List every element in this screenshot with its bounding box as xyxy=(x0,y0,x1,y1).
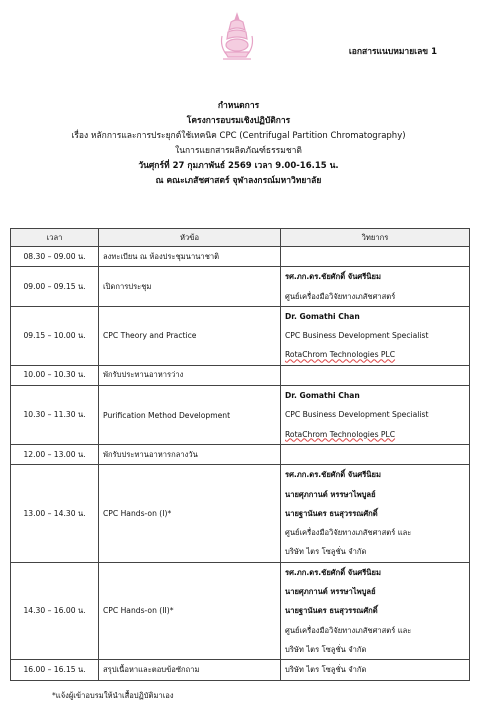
footnote: *แจ้งผู้เข้าอบรมให้นำเสื้อปฏิบัติมาเอง xyxy=(52,691,174,700)
subject-line: เรื่อง หลักการและการประยุกต์ใช้เทคนิค CPC (Centrifugal Partition Chromatography) xyxy=(71,131,406,141)
time-cell: 14.30 – 16.00 น. xyxy=(11,562,99,659)
speaker-cell xyxy=(281,365,470,385)
time-cell: 10.00 – 10.30 น. xyxy=(11,365,99,385)
table-header-row xyxy=(11,229,470,247)
speaker-line: นายศุภกานต์ หรรษาไพบูลย์ xyxy=(285,587,376,597)
document-header xyxy=(0,99,477,189)
topic-cell: สรุปเนื้อหาและตอบข้อซักถาม xyxy=(99,660,281,680)
table-row xyxy=(11,465,470,562)
speaker-cell xyxy=(281,267,470,307)
topic-cell: พักรับประทานอาหารว่าง xyxy=(99,365,281,385)
topic-cell: พักรับประทานอาหารกลางวัน xyxy=(99,444,281,464)
time-cell: 09.15 – 10.00 น. xyxy=(11,306,99,365)
speaker-cell xyxy=(281,306,470,365)
schedule-table xyxy=(10,228,470,681)
speaker-cell xyxy=(281,660,470,680)
purpose-line: ในการแยกสารผลิตภัณฑ์ธรรมชาติ xyxy=(175,146,302,156)
table-row xyxy=(11,444,470,464)
column-header-speaker: วิทยากร xyxy=(281,229,470,247)
column-header-time: เวลา xyxy=(11,229,99,247)
schedule-title: กำหนดการ xyxy=(217,101,260,111)
university-crest-logo xyxy=(219,12,255,62)
time-cell: 08.30 – 09.00 น. xyxy=(11,247,99,267)
table-row xyxy=(11,267,470,307)
project-name: โครงการอบรมเชิงปฏิบัติการ xyxy=(186,116,291,126)
speaker-line: รศ.ภก.ดร.ชัยศักดิ์ จันศรีนิยม xyxy=(285,470,381,480)
date-time-line: วันศุกร์ที่ 27 กุมภาพันธ์ 2569 เวลา 9.00-16.15 น. xyxy=(138,161,339,171)
speaker-cell xyxy=(281,386,470,445)
speaker-line: ศูนย์เครื่องมือวิจัยทางเภสัชศาสตร์ และ xyxy=(285,625,412,635)
document-number: เอกสารแนบหมายเลข 1 xyxy=(348,47,437,57)
speaker-cell xyxy=(281,465,470,562)
speaker-cell xyxy=(281,444,470,464)
speaker-line: บริษัท ไตร โซลูชั่น จำกัด xyxy=(285,547,367,557)
speaker-line: นายฐานันดร ธนสุวรรณศักดิ์ xyxy=(285,606,378,616)
time-cell: 13.00 – 14.30 น. xyxy=(11,465,99,562)
table-row xyxy=(11,247,470,267)
speaker-line: Dr. Gomathi Chan xyxy=(285,391,360,401)
speaker-line: นายศุภกานต์ หรรษาไพบูลย์ xyxy=(285,489,376,499)
table-row xyxy=(11,365,470,385)
topic-cell: CPC Hands-on (I)* xyxy=(99,465,281,562)
time-cell: 10.30 – 11.30 น. xyxy=(11,386,99,445)
topic-cell: ลงทะเบียน ณ ห้องประชุมนานาชาติ xyxy=(99,247,281,267)
column-header-topic: หัวข้อ xyxy=(99,229,281,247)
topic-cell: CPC Hands-on (II)* xyxy=(99,562,281,659)
table-row xyxy=(11,386,470,445)
speaker-line: CPC Business Development Specialist xyxy=(285,331,429,341)
speaker-line: RotaChrom Technologies PLC xyxy=(285,350,396,360)
speaker-cell xyxy=(281,247,470,267)
time-cell: 12.00 – 13.00 น. xyxy=(11,444,99,464)
table-row xyxy=(11,306,470,365)
speaker-line: ศูนย์เครื่องมือวิจัยทางเภสัชศาสตร์ และ xyxy=(285,528,412,538)
topic-cell: Purification Method Development xyxy=(99,386,281,445)
speaker-line: บริษัท ไตร โซลูชั่น จำกัด xyxy=(285,665,367,675)
speaker-line: นายฐานันดร ธนสุวรรณศักดิ์ xyxy=(285,508,378,518)
table-row xyxy=(11,660,470,680)
time-cell: 16.00 – 16.15 น. xyxy=(11,660,99,680)
table-row xyxy=(11,562,470,659)
speaker-line: CPC Business Development Specialist xyxy=(285,410,429,420)
speaker-line: RotaChrom Technologies PLC xyxy=(285,429,396,439)
speaker-line: บริษัท ไตร โซลูชั่น จำกัด xyxy=(285,644,367,654)
speaker-cell xyxy=(281,562,470,659)
speaker-line: รศ.ภก.ดร.ชัยศักดิ์ จันศรีนิยม xyxy=(285,272,381,282)
speaker-line: Dr. Gomathi Chan xyxy=(285,311,360,321)
venue-line: ณ คณะเภสัชศาสตร์ จุฬาลงกรณ์มหาวิทยาลัย xyxy=(155,176,322,186)
time-cell: 09.00 – 09.15 น. xyxy=(11,267,99,307)
speaker-line: รศ.ภก.ดร.ชัยศักดิ์ จันศรีนิยม xyxy=(285,567,381,577)
speaker-line: ศูนย์เครื่องมือวิจัยทางเภสัชศาสตร์ xyxy=(285,291,396,301)
topic-cell: CPC Theory and Practice xyxy=(99,306,281,365)
topic-cell: เปิดการประชุม xyxy=(99,267,281,307)
